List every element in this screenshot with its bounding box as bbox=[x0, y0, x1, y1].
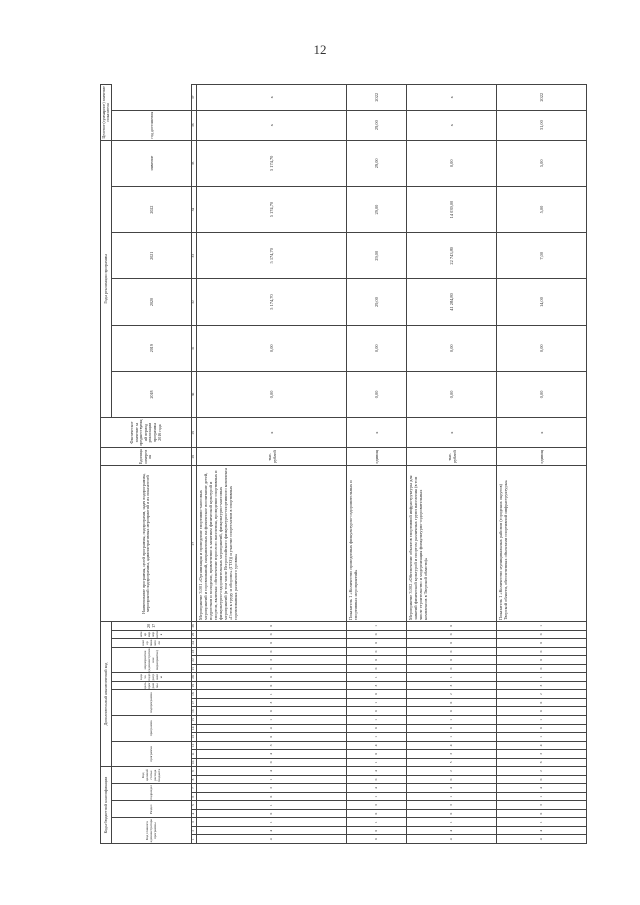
column-number: 11 bbox=[192, 750, 197, 759]
code-cell: 0 bbox=[497, 775, 587, 784]
code-cell: 0 bbox=[197, 639, 347, 648]
column-number: 19 bbox=[192, 681, 197, 690]
year-value-cell: 14 039,00 bbox=[407, 186, 497, 232]
column-number: 18 bbox=[192, 690, 197, 699]
code-cell: 0 bbox=[347, 664, 407, 673]
header-programma: программа bbox=[112, 715, 192, 741]
year-value-cell: 5 174,70 bbox=[197, 186, 347, 232]
column-number: 31 bbox=[192, 325, 197, 371]
years-group-header: Годы реализации программы bbox=[101, 140, 112, 417]
total-col-header: Целевое (суммарное) значение показателя bbox=[100, 86, 111, 139]
total-value-cell: х bbox=[197, 110, 347, 140]
header-meropriyatie: мероприятие (административное мероприятие) bbox=[112, 647, 192, 673]
column-number: 25 bbox=[192, 630, 197, 639]
code-cell: 2 bbox=[407, 767, 497, 776]
base-col-header: Фактическое значение за предшествующий период реализации программы 2016 года bbox=[101, 418, 192, 448]
header-podprogramma: подпрограмма bbox=[112, 690, 192, 716]
year-value-cell: 0,00 bbox=[197, 325, 347, 371]
code-cell: 0 bbox=[347, 656, 407, 665]
row-description: Мероприятие 3.002 «Обеспечение объектов спортивной инфраструктуры для занятий физической культурой и спортом различных групп населения (в том числе строительство и модернизация физкультурно-оздоровительных комплексов в Тверской области)» bbox=[407, 466, 497, 622]
program-table bbox=[100, 84, 587, 844]
year-value-cell: 29,00 bbox=[347, 279, 407, 325]
year-value-cell: 29,00 bbox=[347, 186, 407, 232]
code-cell: 0 bbox=[497, 698, 587, 707]
code-cell: 0 bbox=[347, 639, 407, 648]
year-value-cell: 0,00 bbox=[197, 371, 347, 417]
header-podrazdel: подраздел bbox=[112, 784, 192, 801]
column-number: 10 bbox=[192, 758, 197, 767]
total-year-cell: х bbox=[407, 85, 497, 111]
code-cell: 0 bbox=[407, 630, 497, 639]
code-cell: 1 bbox=[407, 818, 497, 827]
code-cell: 4 bbox=[347, 784, 407, 793]
total-year-cell: 2022 bbox=[497, 85, 587, 111]
code-cell: 1 bbox=[197, 775, 347, 784]
header-zadacha: задача подпрограммы bbox=[112, 673, 192, 682]
year-value-cell: 0,00 bbox=[407, 140, 497, 186]
code-cell: 0 bbox=[347, 775, 407, 784]
year-2018-header: 2018 bbox=[112, 371, 192, 417]
year-2021-header: 2021 bbox=[112, 233, 192, 279]
column-number: 1 bbox=[192, 835, 197, 844]
code-cell: 0 bbox=[407, 664, 497, 673]
code-cell: 0 bbox=[497, 639, 587, 648]
code-cell: 0 bbox=[407, 647, 497, 656]
year-value-cell: 29,00 bbox=[347, 140, 407, 186]
code-cell: 0 bbox=[497, 707, 587, 716]
code-cell: 4 bbox=[407, 741, 497, 750]
table-row bbox=[197, 85, 347, 844]
code-cell: 0 bbox=[197, 758, 347, 767]
code-cell: 1 bbox=[407, 715, 497, 724]
code-cell: 1 bbox=[347, 715, 407, 724]
code-cell: 1 bbox=[347, 622, 407, 631]
code-cell: 0 bbox=[197, 707, 347, 716]
row-description: Показатель 1 «Количество проведенных физкультурно-оздоровительных и спортивных мероприятий» bbox=[347, 466, 407, 622]
code-cell: 2 bbox=[497, 767, 587, 776]
code-cell: 4 bbox=[197, 724, 347, 733]
code-cell: 0 bbox=[347, 630, 407, 639]
year-value-cell: 5,00 bbox=[497, 186, 587, 232]
code-cell: 0 bbox=[497, 630, 587, 639]
base-value-cell: х bbox=[497, 418, 587, 448]
year-2017-header: 2017 bbox=[112, 622, 192, 631]
year-value-cell: 41 284,80 bbox=[407, 279, 497, 325]
column-number: 7 bbox=[192, 784, 197, 793]
code-cell: 1 bbox=[497, 818, 587, 827]
column-number: 24 bbox=[192, 639, 197, 648]
analytic-group-header: Дополнительный аналитический код bbox=[101, 622, 112, 767]
column-number: 32 bbox=[192, 279, 197, 325]
code-cell: 0 bbox=[347, 707, 407, 716]
column-number: 29 bbox=[192, 418, 197, 448]
code-cell: 3 bbox=[497, 801, 587, 810]
unit-cell: тыс. рублей bbox=[407, 448, 497, 466]
year-value-cell: 0,00 bbox=[347, 371, 407, 417]
header-row-1 bbox=[101, 85, 112, 844]
code-cell: 1 bbox=[497, 622, 587, 631]
row-description: Мероприятие 3.001 «Организация и проведение спортивно-массовых мероприятий и соревнований, направленных на физическое воспитание детей, подростков и молодежи, привлечение к занятиям физической культурой и спортом, включая: обеспечение взрослого населения, проведение спортивных и физкультурно-оздоровительных мероприятий, физкультурно-массовых мероприятий (в том числе Всероссийского физкультурно-спортивного комплекса «Готов к труду и обороне» (ГТО)) и участие спортсменов в спортивных соревнованиях различного уровня» bbox=[197, 466, 347, 622]
column-number: 2 bbox=[192, 826, 197, 835]
code-cell: 3 bbox=[347, 801, 407, 810]
code-cell: 0 bbox=[197, 733, 347, 742]
code-cell: 0 bbox=[407, 622, 497, 631]
column-number: 30 bbox=[192, 371, 197, 417]
code-cell: 4 bbox=[407, 826, 497, 835]
column-number: 28 bbox=[192, 448, 197, 466]
code-cell: 4 bbox=[197, 750, 347, 759]
column-number: 9 bbox=[192, 767, 197, 776]
code-cell: 0 bbox=[407, 639, 497, 648]
code-cell: 4 bbox=[197, 767, 347, 776]
column-number: 14 bbox=[192, 724, 197, 733]
column-number: 37 bbox=[192, 85, 197, 111]
code-cell: 0 bbox=[197, 809, 347, 818]
unit-cell: единиц bbox=[347, 448, 407, 466]
total-value-cell: х bbox=[407, 110, 497, 140]
code-cell: 0 bbox=[407, 698, 497, 707]
table-row bbox=[347, 85, 407, 844]
name-col-header: Наименование программы, целей программы, подпрограмм, задач подпрограммы, мероприятий подпрограммы, административных мероприятий и их показателей bbox=[101, 466, 192, 622]
code-cell: 1 bbox=[347, 758, 407, 767]
code-cell: 3 bbox=[197, 741, 347, 750]
code-cell: 1 bbox=[197, 690, 347, 699]
code-cell: 3 bbox=[407, 801, 497, 810]
code-cell: 0 bbox=[197, 622, 347, 631]
year-value-cell: 5,00 bbox=[497, 140, 587, 186]
unit-cell: тыс. рублей bbox=[197, 448, 347, 466]
header-nomer-meropriyatiya: номер мероприятия bbox=[112, 630, 192, 639]
code-cell: 4 bbox=[497, 826, 587, 835]
code-cell: 0 bbox=[347, 724, 407, 733]
column-number: 21 bbox=[192, 664, 197, 673]
header-nomer-pokazatelya: номер показателя bbox=[112, 639, 192, 648]
code-cell: 0 bbox=[197, 681, 347, 690]
code-cell: 2 bbox=[497, 690, 587, 699]
column-number: 13 bbox=[192, 733, 197, 742]
code-cell: 0 bbox=[497, 809, 587, 818]
code-cell: 0 bbox=[407, 724, 497, 733]
code-cell: 2 bbox=[407, 690, 497, 699]
unit-cell: единиц bbox=[497, 448, 587, 466]
code-cell: 0 bbox=[347, 690, 407, 699]
code-cell: 0 bbox=[347, 835, 407, 844]
code-cell: 4 bbox=[497, 835, 587, 844]
column-number: 8 bbox=[192, 775, 197, 784]
year-2019-header: 2019 bbox=[112, 325, 192, 371]
total-value-cell: 31,00 bbox=[497, 110, 587, 140]
year-value-cell: 22 743,80 bbox=[407, 233, 497, 279]
header-admin-code: Код главного администратора программы bbox=[112, 818, 192, 844]
total-year-cell: 2022 bbox=[347, 85, 407, 111]
year-value-cell: 0,00 bbox=[347, 325, 407, 371]
code-cell: 6 bbox=[497, 758, 587, 767]
base-value-cell: х bbox=[197, 418, 347, 448]
year-value-cell: 0,00 bbox=[497, 325, 587, 371]
column-number: 36 bbox=[192, 110, 197, 140]
row-description: Показатель 1 «Количество муниципальных районов (городских округов) Тверской области, обеспеченных объектами спортивной инфраструктуры» bbox=[497, 466, 587, 622]
year-2022-header: 2022 bbox=[112, 186, 192, 232]
column-number: 33 bbox=[192, 233, 197, 279]
column-number: 4 bbox=[192, 809, 197, 818]
column-number: 17 bbox=[192, 698, 197, 707]
code-cell: 1 bbox=[407, 733, 497, 742]
code-cell: 1 bbox=[407, 792, 497, 801]
column-number: 16 bbox=[192, 707, 197, 716]
base-value-cell: х bbox=[347, 418, 407, 448]
total-value-header: значение bbox=[112, 140, 192, 186]
column-number: 34 bbox=[192, 186, 197, 232]
code-cell: 0 bbox=[347, 809, 407, 818]
year-value-cell: 14,00 bbox=[497, 279, 587, 325]
column-number: 23 bbox=[192, 647, 197, 656]
unit-col-header: Единица измерения bbox=[101, 448, 192, 466]
year-value-cell: 0,00 bbox=[497, 371, 587, 417]
code-cell: 0 bbox=[347, 826, 407, 835]
header-cel: цель программы bbox=[112, 681, 192, 690]
column-number: 20 bbox=[192, 673, 197, 682]
year-value-cell: 29,00 bbox=[347, 233, 407, 279]
year-value-cell: 5 174,70 bbox=[197, 279, 347, 325]
code-cell: 0 bbox=[347, 647, 407, 656]
code-cell: 1 bbox=[347, 673, 407, 682]
table-row bbox=[407, 85, 497, 844]
code-cell: 0 bbox=[197, 647, 347, 656]
code-cell: 4 bbox=[347, 741, 407, 750]
code-cell: 0 bbox=[407, 656, 497, 665]
column-number: 6 bbox=[192, 792, 197, 801]
code-cell: 3 bbox=[407, 681, 497, 690]
code-cell: 4 bbox=[407, 784, 497, 793]
code-cell: 0 bbox=[407, 707, 497, 716]
code-cell: 3 bbox=[197, 698, 347, 707]
code-cell: 3 bbox=[497, 750, 587, 759]
header-classifier: Код целевой статьи расхода бюджета bbox=[112, 767, 192, 784]
code-cell: 3 bbox=[497, 681, 587, 690]
code-cell: 1 bbox=[197, 801, 347, 810]
code-cell: 0 bbox=[347, 750, 407, 759]
year-value-cell: 5 174,70 bbox=[197, 140, 347, 186]
code-cell: 3 bbox=[197, 784, 347, 793]
header-razdel: Раздел bbox=[112, 801, 192, 818]
total-year-header: год достижения bbox=[112, 110, 192, 140]
code-cell: 0 bbox=[197, 630, 347, 639]
code-cell: 0 bbox=[497, 656, 587, 665]
code-cell: 4 bbox=[407, 835, 497, 844]
code-cell: 0 bbox=[497, 724, 587, 733]
code-cell: 4 bbox=[197, 835, 347, 844]
code-cell: 1 bbox=[347, 818, 407, 827]
code-cell: 0 bbox=[497, 664, 587, 673]
code-cell: 5 bbox=[407, 758, 497, 767]
code-cell: 1 bbox=[347, 698, 407, 707]
column-number: 5 bbox=[192, 801, 197, 810]
code-cell: 1 bbox=[347, 792, 407, 801]
column-number: 3 bbox=[192, 818, 197, 827]
code-cell: 0 bbox=[197, 664, 347, 673]
total-value-cell: 29,00 bbox=[347, 110, 407, 140]
code-cell: 0 bbox=[197, 792, 347, 801]
code-cell: 1 bbox=[497, 733, 587, 742]
code-cell: 1 bbox=[497, 792, 587, 801]
column-number: 22 bbox=[192, 656, 197, 665]
code-cell: 0 bbox=[407, 809, 497, 818]
total-year-cell: х bbox=[197, 85, 347, 111]
code-cell: 3 bbox=[347, 681, 407, 690]
code-cell: 1 bbox=[497, 715, 587, 724]
rotated-table-container bbox=[100, 84, 545, 844]
year-value-cell: 0,00 bbox=[407, 371, 497, 417]
column-number: 12 bbox=[192, 741, 197, 750]
code-cell: 1 bbox=[497, 673, 587, 682]
code-cell: 1 bbox=[197, 715, 347, 724]
code-cell: 4 bbox=[497, 784, 587, 793]
code-cell: 0 bbox=[407, 775, 497, 784]
column-number: 35 bbox=[192, 140, 197, 186]
base-value-cell: х bbox=[407, 418, 497, 448]
table-row bbox=[497, 85, 587, 844]
column-number: 27 bbox=[192, 466, 197, 622]
code-cell: 4 bbox=[197, 826, 347, 835]
page-number: 12 bbox=[313, 42, 327, 57]
code-cell: 4 bbox=[497, 741, 587, 750]
code-cell: 0 bbox=[197, 673, 347, 682]
code-cell: 0 bbox=[497, 647, 587, 656]
code-cell: 3 bbox=[407, 750, 497, 759]
code-cell: 1 bbox=[407, 673, 497, 682]
code-cell: 1 bbox=[347, 733, 407, 742]
column-number: 15 bbox=[192, 715, 197, 724]
code-cell: 4 bbox=[347, 767, 407, 776]
year-value-cell: 0,00 bbox=[407, 325, 497, 371]
code-cell: 3 bbox=[197, 656, 347, 665]
code-cell: 1 bbox=[197, 818, 347, 827]
year-value-cell: 7,00 bbox=[497, 233, 587, 279]
year-value-cell: 5 174,70 bbox=[197, 233, 347, 279]
kbk-group-header: Коды бюджетной классификации bbox=[101, 767, 112, 844]
year-2020-header: 2020 bbox=[112, 279, 192, 325]
header-analytic-programma: программа bbox=[112, 741, 192, 767]
column-number: 26 bbox=[192, 622, 197, 631]
